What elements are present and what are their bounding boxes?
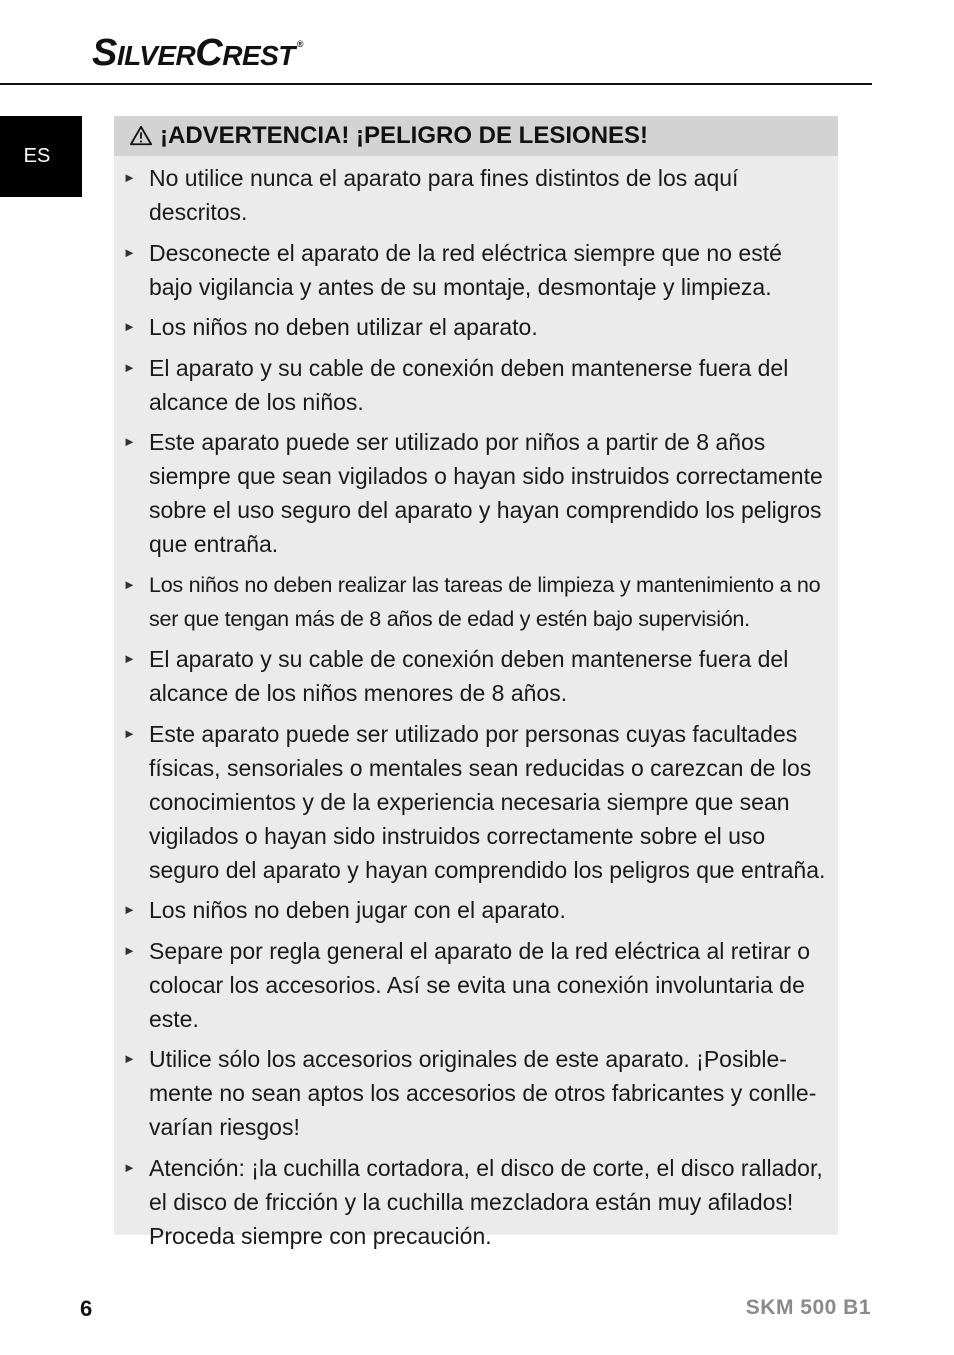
bullet-arrow-icon: ► — [123, 359, 136, 375]
logo-letters-rest: REST — [222, 40, 295, 71]
list-item-text: Atención: ¡la cuchilla cortadora, el disco de corte, el disco rallador, el disco de fricción y la cuchilla mezcladora están muy afilados! Proceda siempre con precaución. — [149, 1154, 823, 1249]
warning-list — [114, 156, 838, 1253]
registered-mark: ® — [296, 39, 304, 49]
bullet-arrow-icon: ► — [123, 902, 136, 917]
logo-letter-c: C — [195, 32, 223, 74]
warning-triangle-icon — [130, 125, 152, 147]
list-item-text: Los niños no deben jugar con el aparato. — [149, 897, 566, 923]
bullet-arrow-icon: ► — [123, 725, 136, 741]
bullet-arrow-icon: ► — [123, 1159, 136, 1175]
bullet-arrow-icon: ► — [123, 170, 136, 185]
bullet-arrow-icon: ► — [123, 942, 136, 958]
list-item-text: No utilice nunca el aparato para fines distintos de los aquí descritos. — [149, 165, 739, 225]
list-item-text: Utilice sólo los accesorios originales de este aparato. ¡Posiblemente no sean aptos los accesorios de otros fabricantes y conllevarían riesgos! — [149, 1046, 817, 1140]
list-item — [114, 642, 838, 710]
list-item — [114, 1042, 838, 1144]
list-item-text: Los niños no deben utilizar el aparato. — [149, 314, 538, 340]
bullet-arrow-icon: ► — [123, 319, 136, 334]
list-item — [114, 717, 838, 887]
list-item-text: Los niños no deben realizar las tareas de limpieza y mantenimiento a no ser que tengan más de 8 años de edad y estén bajo supervisión. — [149, 571, 821, 631]
list-item — [114, 310, 838, 344]
warning-title: ¡ADVERTENCIA! ¡PELIGRO DE LESIONES! — [160, 122, 649, 149]
silvercrest-logo — [92, 34, 303, 72]
model-number: SKM 500 B1 — [745, 1296, 871, 1319]
language-tab: ES — [0, 116, 82, 197]
list-item — [114, 893, 838, 927]
list-item — [114, 351, 838, 419]
list-item-text: El aparato y su cable de conexión deben mantenerse fuera del alcance de los niños. — [149, 354, 789, 415]
bullet-arrow-icon: ► — [123, 651, 136, 666]
list-item — [114, 1151, 838, 1253]
bullet-arrow-icon: ► — [123, 1051, 136, 1066]
logo-letter-s: S — [92, 32, 117, 74]
list-item — [114, 161, 838, 229]
bullet-arrow-icon: ► — [123, 244, 136, 260]
warning-header — [114, 116, 838, 156]
page-number: 6 — [80, 1296, 93, 1321]
list-item-text: Este aparato puede ser utilizado por niños a partir de 8 años siempre que sean vigilados o hayan sido instruidos correctamente sobre el uso seguro del aparato y hayan comprendido los peligros que entraña. — [149, 429, 823, 557]
list-item — [114, 425, 838, 561]
list-item-text: Este aparato puede ser utilizado por personas cuyas facultades físicas, sensoriales o mentales sean reducidas o carezcan de los conocimientos y de la experiencia necesaria siempre que sean vigilados o hayan sido instruidos correctamente sobre el uso seguro del aparato y hayan comprendido los peligros que entraña. — [149, 720, 826, 883]
list-item-text: Separe por regla general el aparato de la red eléctrica al retirar o colocar los accesorios. Así se evita una conexión involuntaria de este. — [149, 937, 810, 1032]
list-item-text: El aparato y su cable de conexión deben mantenerse fuera del alcance de los niños menores de 8 años. — [149, 646, 789, 706]
logo-letters-ilver: ILVER — [116, 40, 196, 71]
header-rule — [0, 83, 872, 85]
list-item-text: Desconecte el aparato de la red eléctrica siempre que no esté bajo vigilancia y antes de su montaje, desmontaje y limpieza. — [149, 239, 782, 300]
list-item — [114, 236, 838, 304]
bullet-arrow-icon: ► — [123, 434, 136, 449]
list-item — [114, 934, 838, 1036]
list-item — [114, 568, 838, 636]
bullet-arrow-icon: ► — [123, 576, 136, 592]
warning-box — [114, 116, 838, 1249]
